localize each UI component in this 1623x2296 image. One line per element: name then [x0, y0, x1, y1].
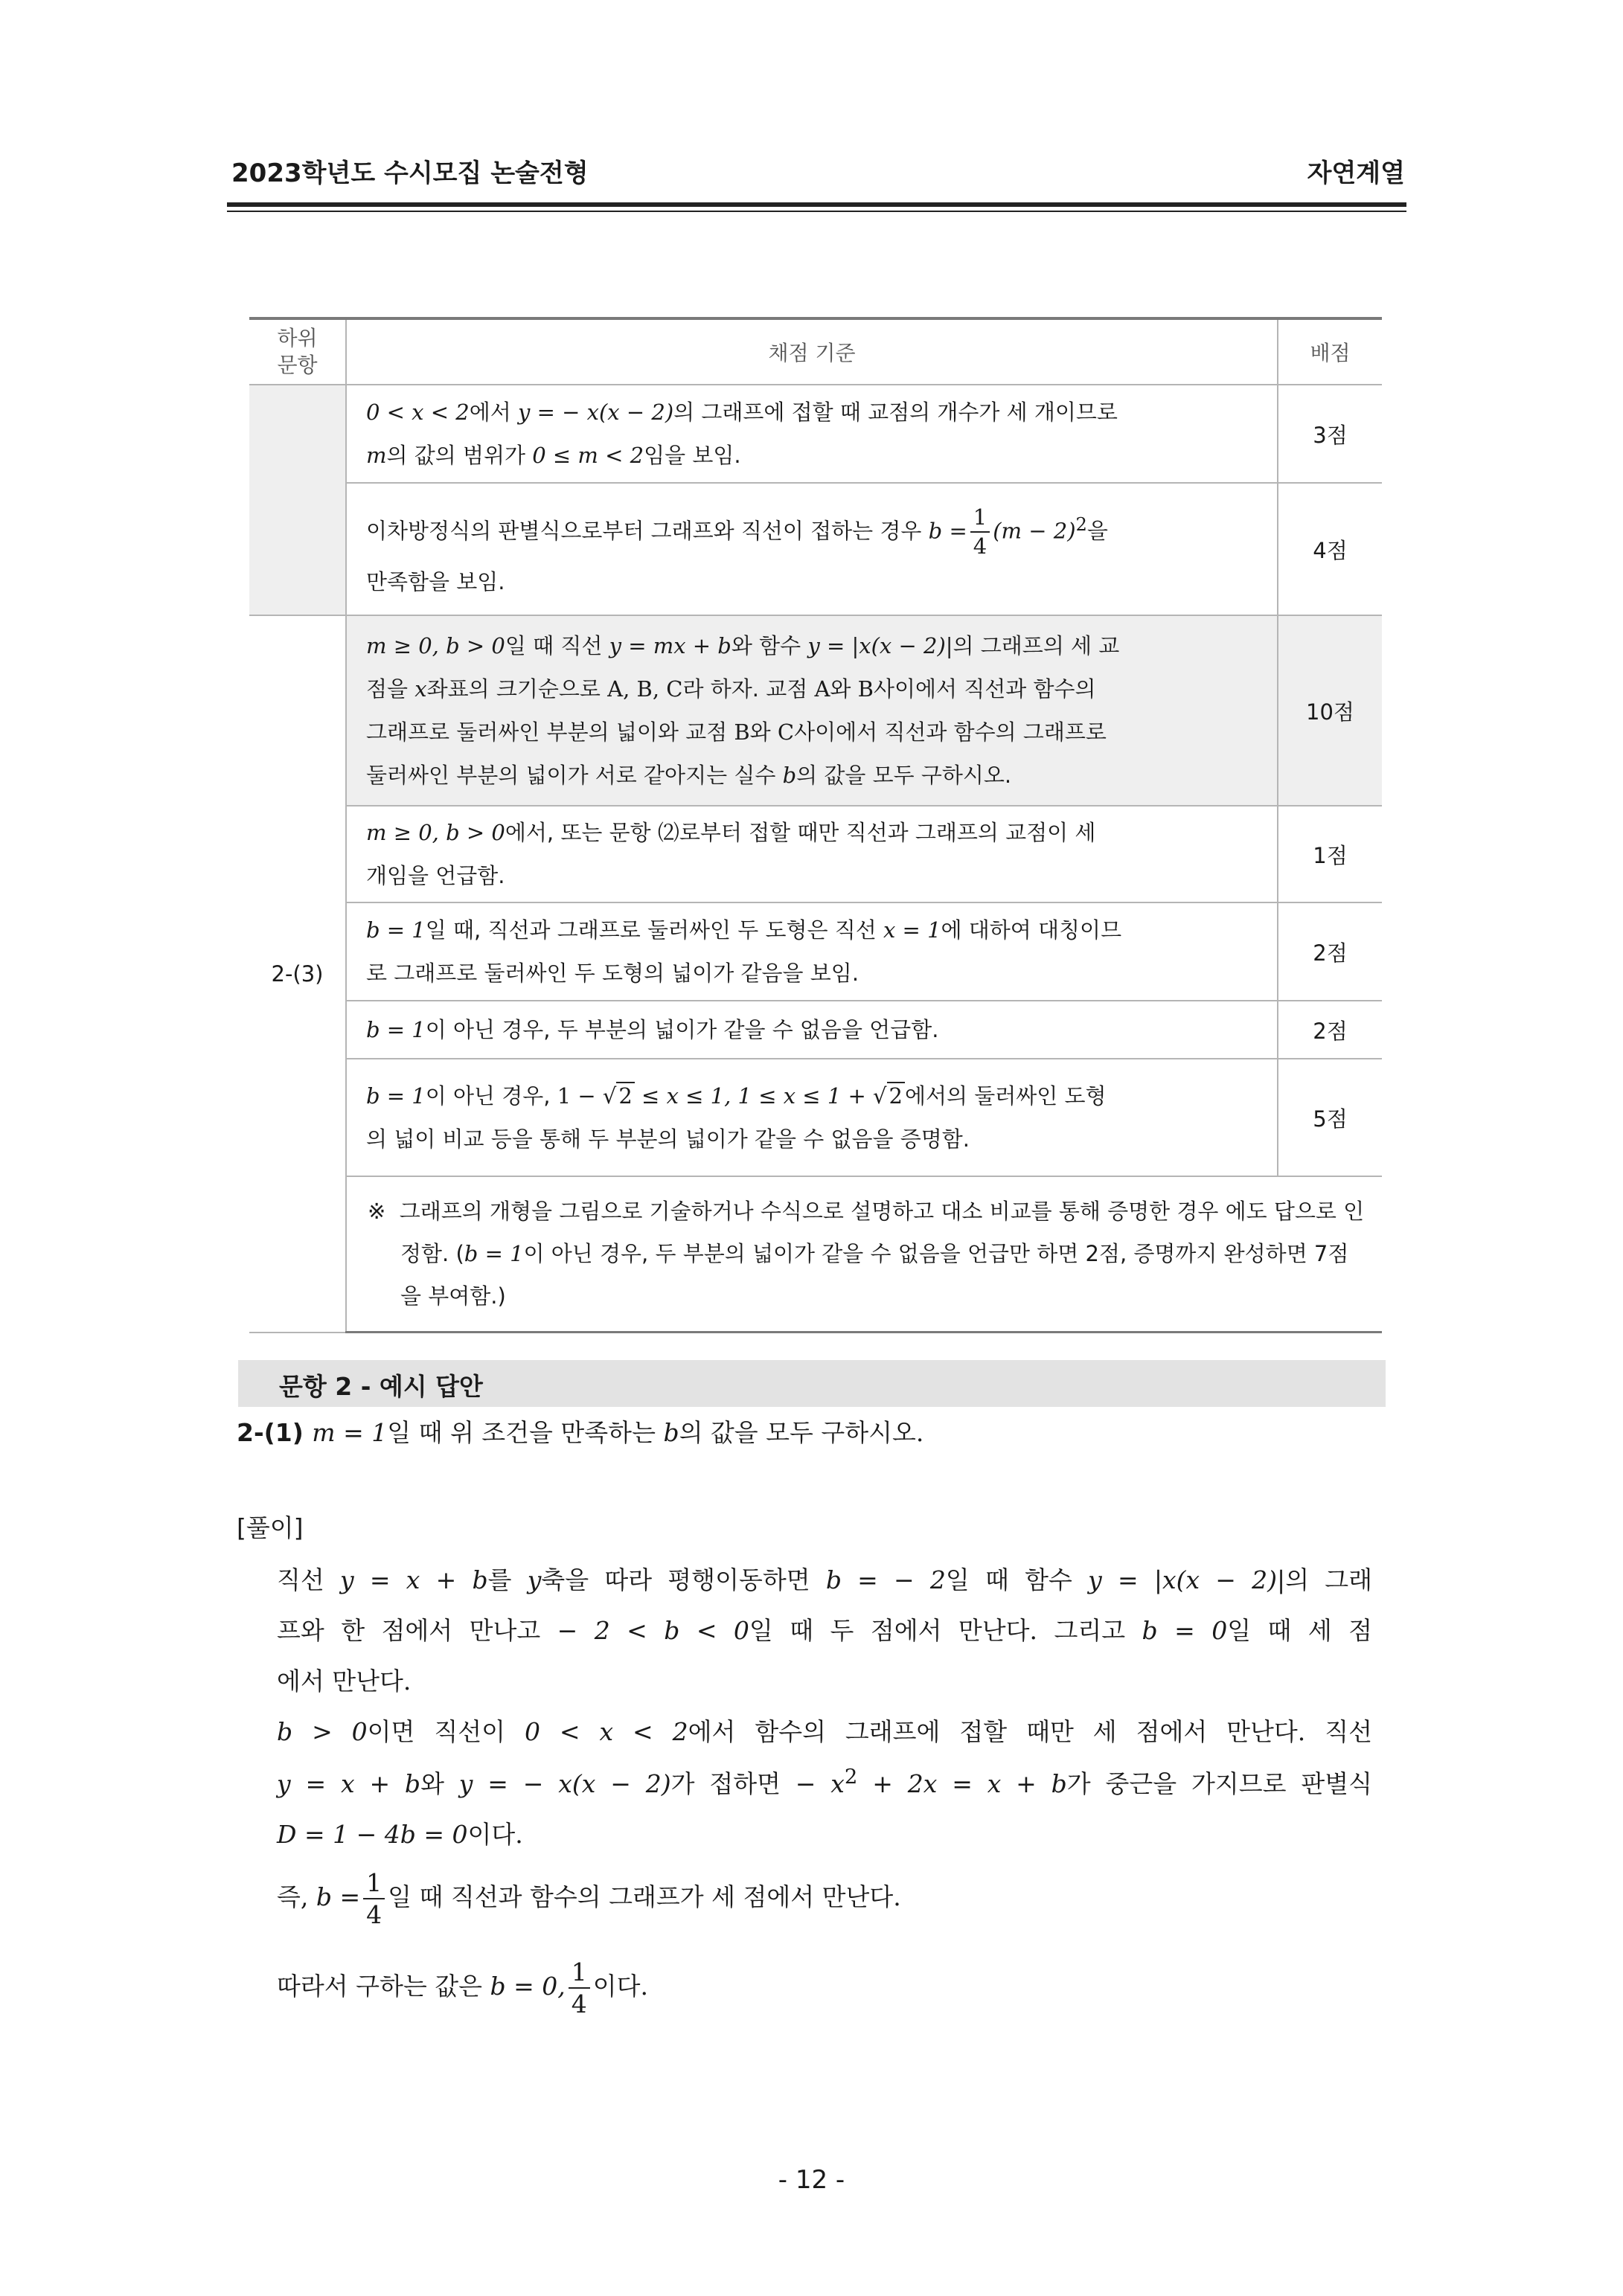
table-row — [249, 902, 1382, 1001]
subitem-label: 2-(3) — [249, 615, 346, 1333]
table-row — [249, 806, 1382, 902]
solution-line: 에서 만난다. — [277, 1667, 412, 1696]
solution-line: 직선 y = x + b를 y축을 따라 평행이동하면 b = − 2일 때 함수 y = |x(x − 2)|의 그래 — [277, 1565, 1373, 1594]
criteria-cell: m ≥ 0, b > 0일 때 직선 y = mx + b와 함수 y = |x(x − 2)|의 그래프의 세 교 점을 x좌표의 크기순으로 A, B, C라 하자. 교점 A와 B사이에서 직선과 함수의 그래프로 둘러싸인 부분의 넓이와 교점 B와 C사이에서 직선과 함수의 그래프로 둘러싸인 부분의 넓이가 서로 같아지는 실수 b의 값을 모두 구하시오. — [346, 615, 1278, 806]
criteria-cell: b = 1일 때, 직선과 그래프로 둘러싸인 두 도형은 직선 x = 1에 대하여 대칭이므 로 그래프로 둘러싸인 두 도형의 넓이가 같음을 보임. — [346, 902, 1278, 1001]
solution-line: y = x + b와 y = − x(x − 2)가 접하면 − $x^2 + 2x = x + b$가 중근을 가지므로 판별식 — [277, 1765, 1372, 1798]
section-title: 문항 2 - 예시 답안 — [279, 1372, 483, 1401]
criteria-cell: 이차방정식의 판별식으로부터 그래프와 직선이 접하는 경우 b = $\frac{1}{4}$ $(m - 2)^2$을 만족함을 보임. — [346, 483, 1278, 615]
grading-note: ※ 그래프의 개형을 그림으로 기술하거나 수식으로 설명하고 대소 비교를 통해 증명한 경우 에도 답으로 인정함. (b = 1이 아닌 경우, 두 부분의 넓이가 같을 수 없음을 언급만 하면 2점, 증명까지 완성하면 7점을 부여함.) — [346, 1176, 1382, 1333]
points-cell: 1점 — [1278, 806, 1382, 902]
criteria-cell: b = 1이 아닌 경우, 두 부분의 넓이가 같을 수 없음을 언급함. — [346, 1001, 1278, 1059]
document-header-title: 2023학년도 수시모집 논술전형 — [231, 158, 589, 188]
points-cell: 4점 — [1278, 483, 1382, 615]
criteria-cell: 0 < x < 2에서 y = − x(x − 2)의 그래프에 접할 때 교점의 개수가 세 개이므로 m의 값의 범위가 0 ≤ m < 2임을 보임. — [346, 385, 1278, 483]
table-header-row — [249, 318, 1382, 385]
table-row — [249, 615, 1382, 806]
solution-line: 프와 한 점에서 만나고 − 2 < b < 0일 때 두 점에서 만난다. 그리고 b = 0일 때 세 점 — [277, 1616, 1373, 1645]
sqrt-symbol: √ — [873, 1083, 887, 1109]
criteria-cell: m ≥ 0, b > 0에서, 또는 문항 ⑵로부터 접할 때만 직선과 그래프의 교점이 세 개임을 언급함. — [346, 806, 1278, 902]
points-cell: 5점 — [1278, 1059, 1382, 1176]
solution-label: [풀이] — [237, 1513, 304, 1542]
header-points: 배점 — [1278, 318, 1382, 385]
scoring-criteria-table — [249, 317, 1382, 1333]
solution-line: 따라서 구하는 값은 b = 0, $\frac{1}{4}$ 이다. — [277, 1957, 648, 2018]
header-rule-thick — [227, 202, 1406, 207]
header-subitem: 하위 문항 — [249, 318, 346, 385]
header-rule-thin — [227, 211, 1406, 212]
sqrt-symbol: √ — [602, 1083, 617, 1109]
page-number: - 12 - — [778, 2165, 845, 2195]
solution-line: b > 0이면 직선이 0 < x < 2에서 함수의 그래프에 접할 때만 세 점에서 만난다. 직선 — [277, 1717, 1372, 1746]
document-header-category: 자연계열 — [1307, 158, 1405, 188]
question-statement: 2-(1) m = 1일 때 위 조건을 만족하는 b의 값을 모두 구하시오. — [237, 1418, 924, 1447]
solution-line: D = 1 − 4b = 0이다. — [277, 1820, 523, 1849]
table-note-row — [249, 1176, 1382, 1333]
points-cell: 2점 — [1278, 902, 1382, 1001]
criteria-cell: b = 1이 아닌 경우, 1 − √ 2 ≤ x ≤ 1, 1 ≤ x ≤ 1 + √ 2 에서의 둘러싸인 도형 의 넓이 비교 등을 통해 두 부분의 넓이가 같을 수 없음을 증명함. — [346, 1059, 1278, 1176]
table-row — [249, 1059, 1382, 1176]
fraction: $\frac{1}{4}$ — [363, 1870, 385, 1927]
points-cell: 3점 — [1278, 385, 1382, 483]
subitem-cell-continued — [249, 385, 346, 615]
solution-line: 즉, b = $\frac{1}{4}$ 일 때 직선과 함수의 그래프가 세 점에서 만난다. — [277, 1868, 901, 1929]
table-row — [249, 385, 1382, 483]
table-row — [249, 483, 1382, 615]
points-cell: 2점 — [1278, 1001, 1382, 1059]
header-criteria: 채점 기준 — [346, 318, 1278, 385]
points-cell: 10점 — [1278, 615, 1382, 806]
table-row — [249, 1001, 1382, 1059]
fraction: $\frac{1}{4}$ — [569, 1960, 590, 2016]
fraction: $\frac{1}{4}$ — [970, 507, 990, 557]
